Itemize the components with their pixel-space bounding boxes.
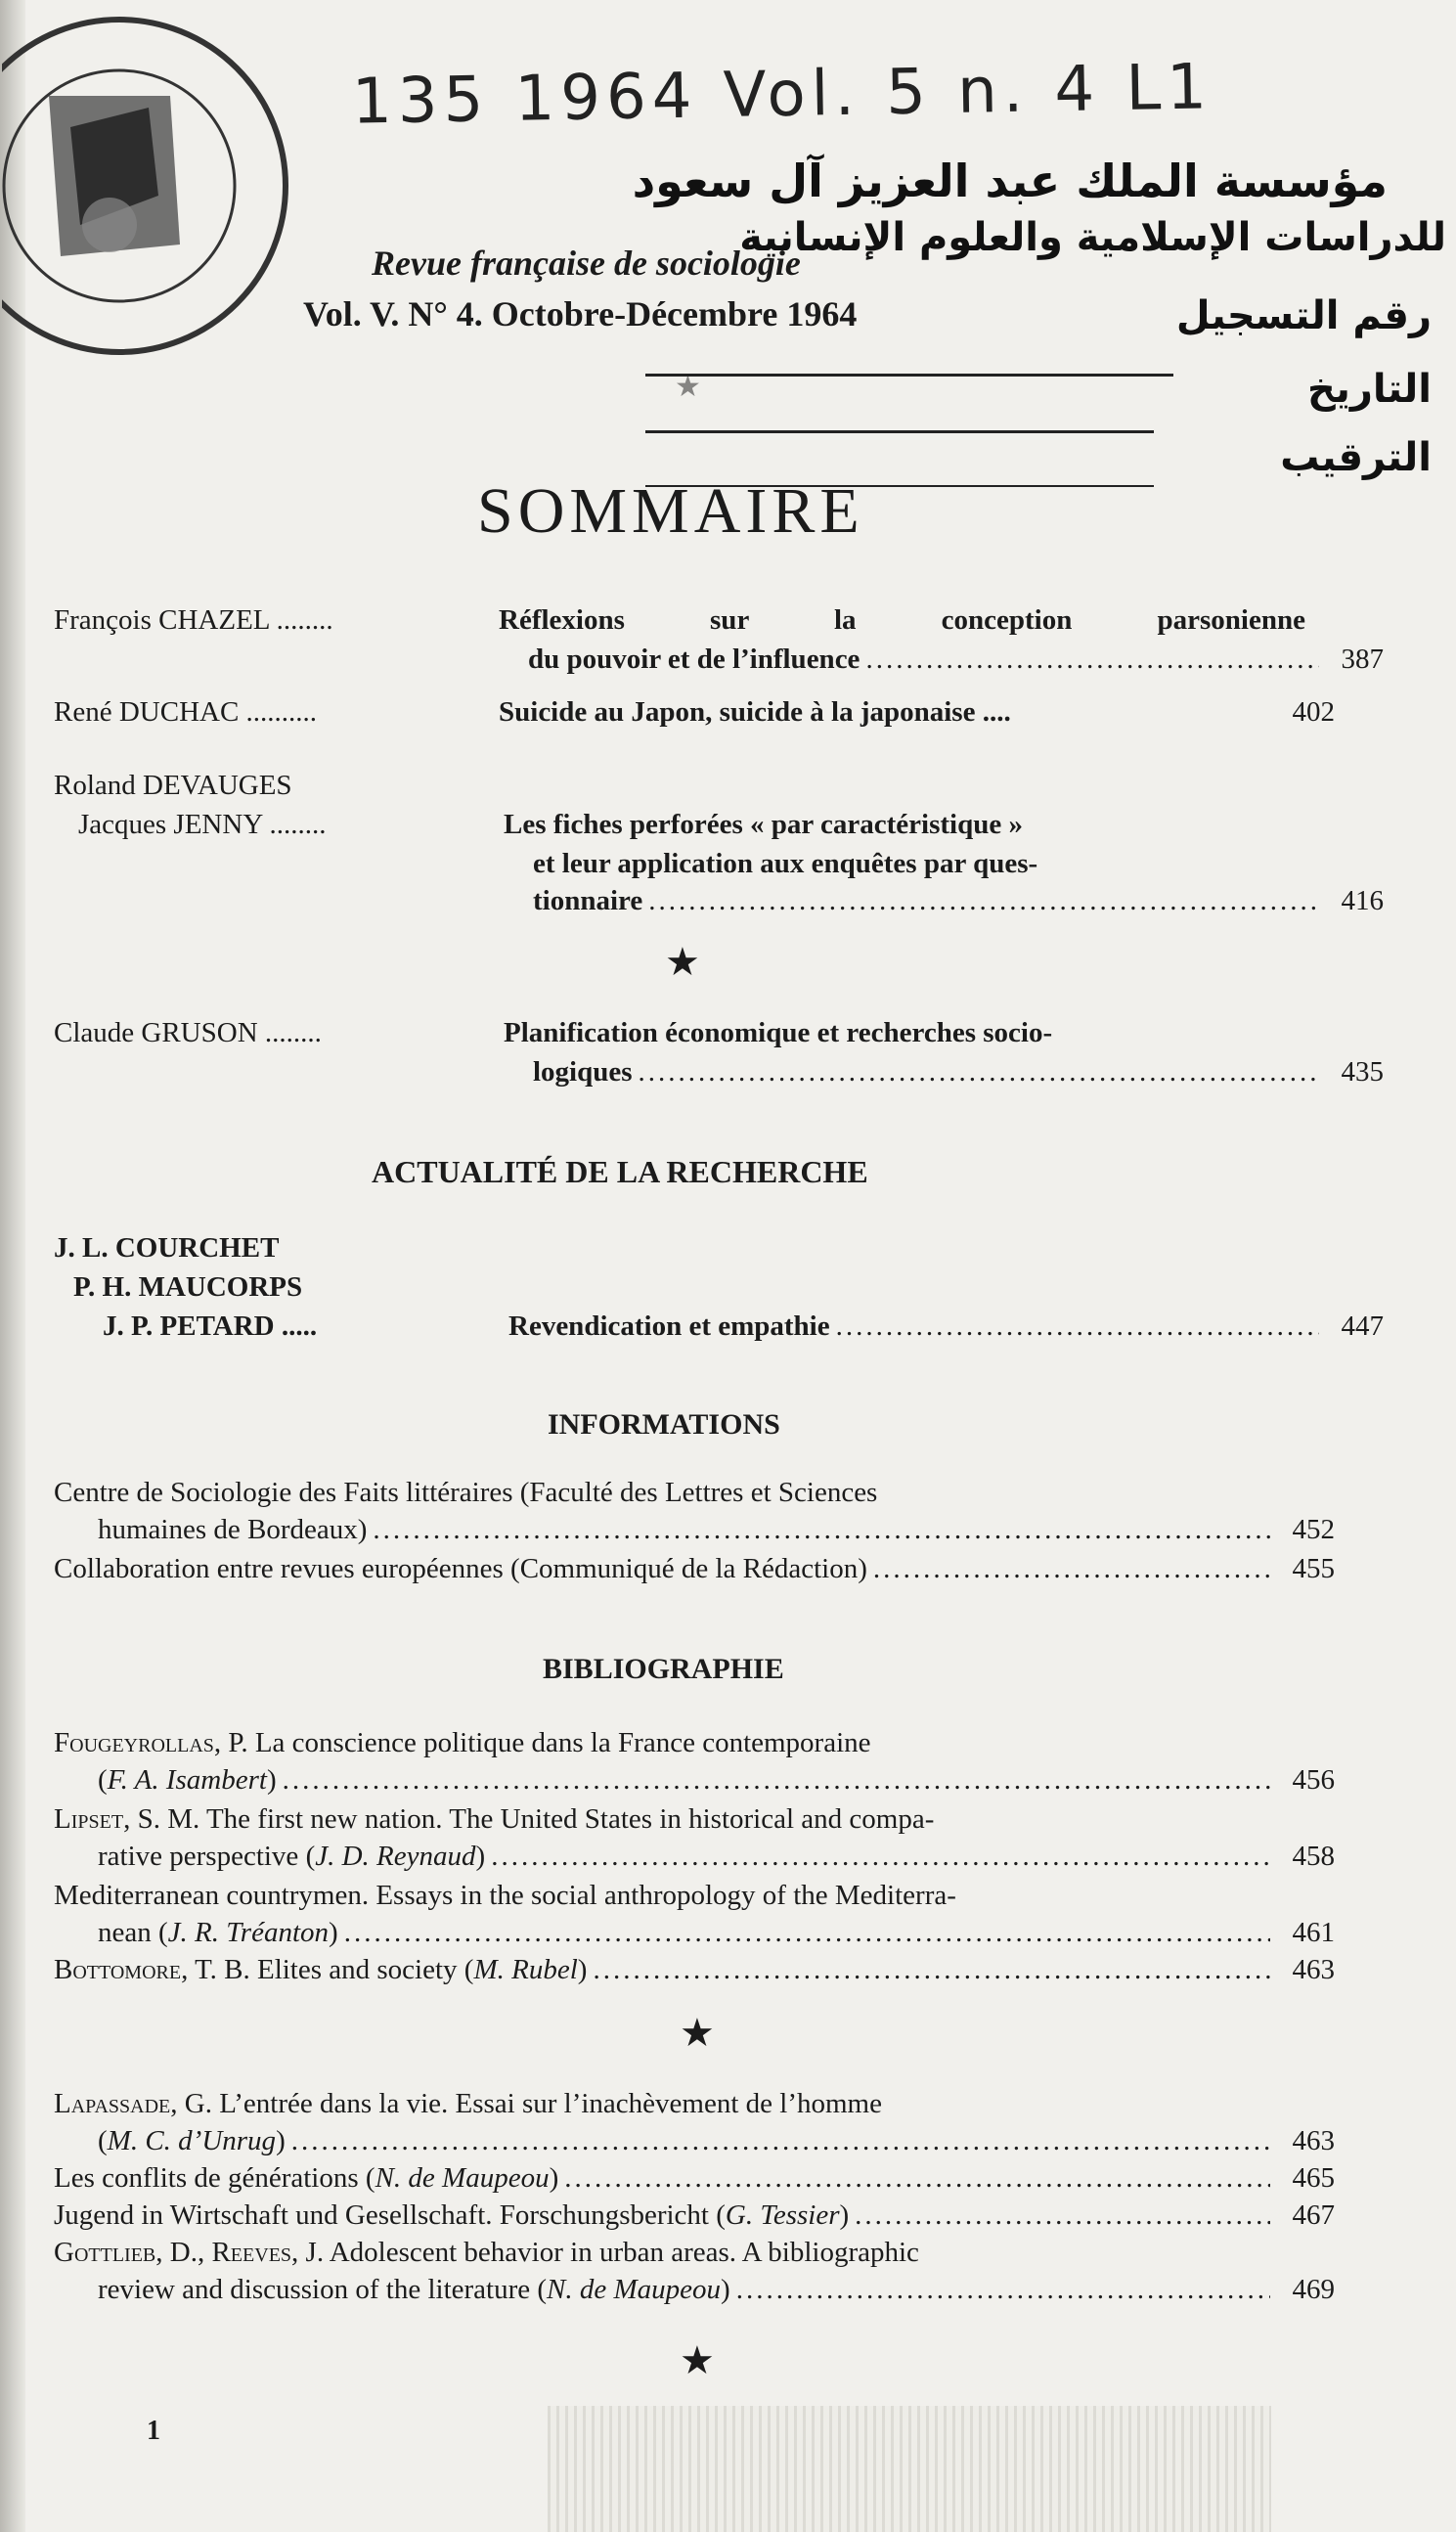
bib-entry-text: Lipset, S. M. The first new nation. The United States in historical and compa- (54, 1803, 935, 1835)
bib-reviewer: F. A. Isambert (107, 1764, 267, 1796)
bib-author: Bottomore (54, 1954, 182, 1985)
bib-entry-last-line: nean (J. R. Tréanton) ..... 461 (98, 1917, 1335, 1949)
page-number: 1 (147, 2416, 160, 2446)
handwritten-call-number: 135 1964 Vol. 5 n. 4 L1 (351, 51, 1213, 139)
article-title: Planification économique et recherches socio- (504, 1017, 1053, 1048)
bib-entry-last-line: (F. A. Isambert) ..... 456 (98, 1764, 1335, 1797)
bib-author: Reeves (211, 2237, 292, 2268)
stamp-classification-label: الترقيب (1280, 435, 1432, 480)
section-heading-bibliographie: BIBLIOGRAPHIE (543, 1653, 784, 1685)
header-star: ★ (675, 371, 701, 403)
article-page: 416 (1341, 885, 1384, 916)
article-title-line (508, 1310, 1384, 1343)
article-title: Les fiches perforées « par caractéristique » (504, 809, 1023, 840)
article-duchac (54, 696, 1335, 735)
bib-entry-lipset (54, 1803, 1335, 1882)
bib-page: 467 (1292, 2199, 1335, 2231)
article-author: Jacques JENNY ........ (78, 809, 327, 840)
article-page: 387 (1341, 644, 1384, 675)
stamp-registration-label: رقم التسجيل (1175, 293, 1432, 338)
bib-page: 463 (1292, 1954, 1335, 1985)
bib-entry-jugend: Jugend in Wirtschaft und Gesellschaft. Forschungsbericht (G. Tessier) ..... 467 (54, 2199, 1335, 2232)
bib-author: Lapassade (54, 2088, 171, 2119)
bib-entry-text: Lapassade, G. L’entrée dans la vie. Essai sur l’inachèvement de l’homme (54, 2088, 882, 2119)
header-rule-1 (645, 374, 1173, 377)
bib-entry-last-line: review and discussion of the literature (N. de Maupeou) ..... 469 (98, 2274, 1335, 2306)
bib-entry-gottlieb-reeves (54, 2237, 1335, 2315)
bib-page: 465 (1292, 2162, 1335, 2194)
page-title: SOMMAIRE (477, 475, 864, 547)
bib-entry-conflits: Les conflits de générations (N. de Maupeou) ..... 465 (54, 2162, 1335, 2195)
bottom-stamp (548, 2406, 1271, 2532)
bib-entry-text: Fougeyrollas, P. La conscience politique dans la France contemporaine (54, 1727, 871, 1758)
seal-emblem-icon (2, 0, 305, 421)
article-author: François CHAZEL ........ (54, 604, 333, 636)
info-item-page: 455 (1292, 1553, 1335, 1584)
article-author: P. H. MAUCORPS (73, 1271, 303, 1303)
article-page: 402 (1292, 696, 1335, 728)
article-page: 447 (1341, 1310, 1384, 1342)
bib-reviewer: M. C. d’Unrug (107, 2125, 277, 2156)
bib-page: 469 (1292, 2274, 1335, 2305)
header-rule-2 (645, 430, 1154, 433)
stamp-date-label: التاريخ (1307, 367, 1432, 412)
article-courchet-maucorps-petard (54, 1232, 1384, 1350)
article-author: J. L. COURCHET (54, 1232, 280, 1264)
article-title-line2: et leur application aux enquêtes par ques- (533, 848, 1038, 879)
bib-author: Fougeyrollas (54, 1727, 214, 1758)
bib-entry-last-line: rative perspective (J. D. Reynaud) ..... 458 (98, 1841, 1335, 1873)
article-title-last-line: logiques ..... 435 (533, 1056, 1384, 1088)
issue-line: Vol. V. N° 4. Octobre-Décembre 1964 (303, 294, 858, 333)
bib-page: 456 (1292, 1764, 1335, 1796)
section-star-1: ★ (665, 940, 700, 984)
info-item-last-line: humaines de Bordeaux) ..... 452 (98, 1514, 1335, 1546)
article-author: J. P. PETARD ..... (103, 1310, 318, 1342)
article-author: René DUCHAC .......... (54, 696, 318, 728)
section-star-3: ★ (680, 2338, 715, 2382)
info-item-text: Centre de Sociologie des Faits littéraires (Faculté des Lettres et Sciences (54, 1477, 878, 1508)
bib-reviewer: N. de Maupeou (547, 2274, 722, 2305)
bib-author: Gottlieb (54, 2237, 156, 2268)
article-chazel (54, 604, 1384, 683)
bib-reviewer: M. Rubel (473, 1954, 578, 1985)
info-item-page: 452 (1292, 1514, 1335, 1545)
stamp-arabic-line1: مؤسسة الملك عبد العزيز آل سعود (632, 155, 1388, 207)
section-heading-actualite: ACTUALITÉ DE LA RECHERCHE (372, 1154, 868, 1189)
section-heading-informations: INFORMATIONS (548, 1408, 780, 1441)
article-title-last-line: du pouvoir et de l’influence ..... 387 (528, 644, 1384, 676)
stamp-arabic-line2: للدراسات الإسلامية والعلوم الإنسانية (739, 215, 1446, 260)
info-item-text: Collaboration entre revues européennes (Communiqué de la Rédaction) (54, 1553, 867, 1584)
bib-entry-bottomore: Bottomore, T. B. Elites and society (M. Rubel) ..... 463 (54, 1954, 1335, 1986)
bib-page: 461 (1292, 1917, 1335, 1948)
section-star-2: ★ (680, 2011, 715, 2055)
article-title-last-line: tionnaire ..... 416 (533, 885, 1384, 917)
article-title: Revendication et empathie (508, 1310, 830, 1342)
bib-entry-text: Gottlieb, D., Reeves, J. Adolescent behavior in urban areas. A bibliographic (54, 2237, 919, 2268)
bib-entry-fougeyrollas (54, 1727, 1335, 1805)
bib-reviewer: N. de Maupeou (375, 2162, 550, 2194)
bib-page: 458 (1292, 1841, 1335, 1872)
info-item-1 (54, 1477, 1335, 1555)
article-page: 435 (1341, 1056, 1384, 1088)
info-item-2 (54, 1553, 1335, 1585)
library-seal (2, 0, 305, 421)
bib-author: Lipset (54, 1803, 124, 1835)
journal-title: Revue française de sociologie (372, 244, 801, 283)
article-title: Réflexions sur la conception parsonienne (499, 604, 1305, 636)
bib-reviewer: J. R. Tréanton (167, 1917, 330, 1948)
bib-reviewer: J. D. Reynaud (315, 1841, 476, 1872)
bib-entry-text: Mediterranean countrymen. Essays in the social anthropology of the Mediterra- (54, 1880, 956, 1911)
article-gruson (54, 1017, 1384, 1095)
article-devauges-jenny (54, 770, 1384, 916)
bib-entry-lapassade (54, 2088, 1335, 2166)
bib-entry-last-line: (M. C. d’Unrug) ..... 463 (98, 2125, 1335, 2157)
article-author: Claude GRUSON ........ (54, 1017, 322, 1048)
bib-reviewer: G. Tessier (725, 2199, 840, 2231)
article-author: Roland DEVAUGES (54, 770, 292, 801)
bib-entry-mediterranean (54, 1880, 1335, 1958)
article-title: Suicide au Japon, suicide à la japonaise .... (499, 696, 1011, 728)
bib-page: 463 (1292, 2125, 1335, 2156)
